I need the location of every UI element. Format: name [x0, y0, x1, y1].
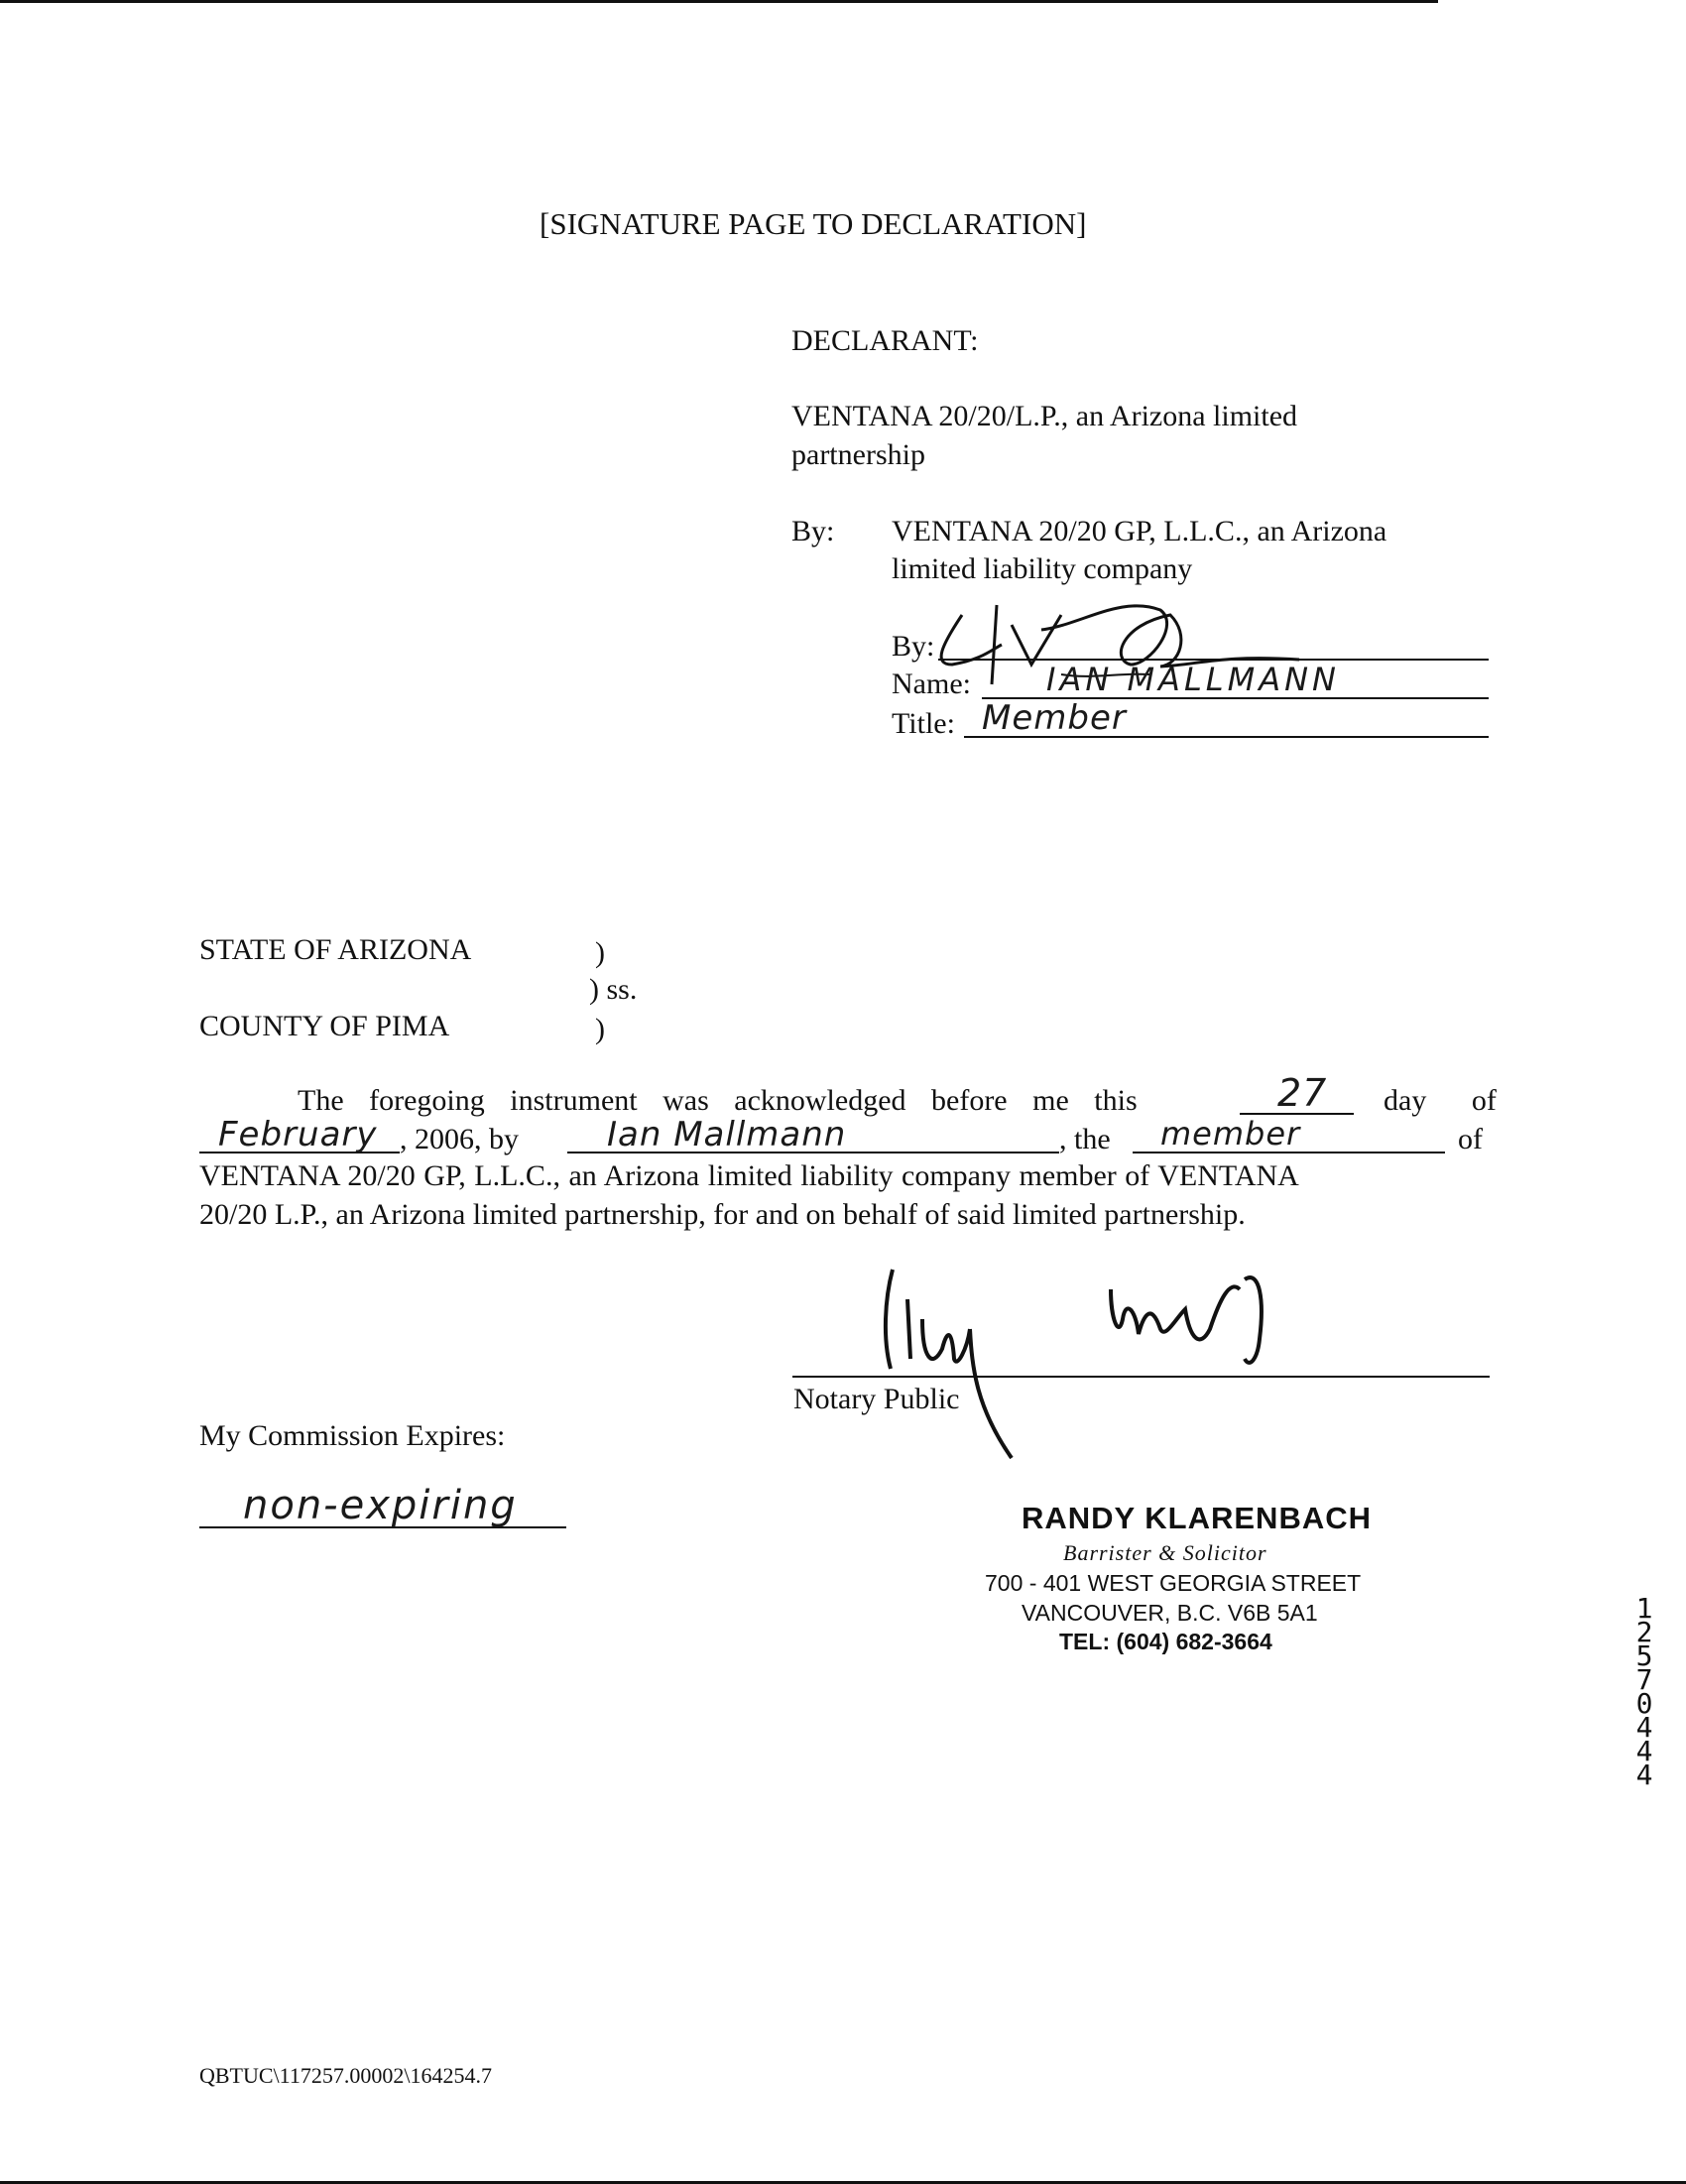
stamp-address2: VANCOUVER, B.C. V6B 5A1 [1022, 1600, 1318, 1626]
notary-label: Notary Public [793, 1383, 960, 1415]
venue-paren-1: ) [595, 936, 605, 969]
signer-by-label: By: [892, 630, 935, 663]
title-value: Member [982, 698, 1127, 738]
venue-state: STATE OF ARIZONA [199, 933, 472, 966]
notary-line [792, 1376, 1490, 1378]
side-number-text: 1257 0444 [1635, 1592, 1653, 1791]
footer-reference: QBTUC\117257.00002\164254.7 [199, 2063, 492, 2088]
side-document-number [1629, 1592, 1659, 1791]
stamp-address1: 700 - 401 WEST GEORGIA STREET [985, 1570, 1362, 1596]
page-heading: [SIGNATURE PAGE TO DECLARATION] [540, 206, 1087, 241]
gp-line1: VENTANA 20/20 GP, L.L.C., an Arizona [892, 515, 1387, 547]
notary-signature [863, 1260, 1359, 1468]
ack-line4: 20/20 L.P., an Arizona limited partnership, for and on behalf of said limited partnership. [199, 1198, 1246, 1231]
venue-ss: ) ss. [589, 973, 638, 1006]
commission-value: non-expiring [243, 1483, 518, 1528]
name-value: IAN MALLMANN [1046, 661, 1340, 698]
declarant-entity-line2: partnership [791, 438, 925, 471]
commission-label: My Commission Expires: [199, 1419, 506, 1452]
stamp-role: Barrister & Solicitor [1063, 1540, 1267, 1565]
ack-line2-of: of [1458, 1123, 1483, 1155]
title-label: Title: [892, 707, 955, 740]
name-label: Name: [892, 667, 971, 700]
declarant-entity-line1: VENTANA 20/20/L.P., an Arizona limited [791, 400, 1298, 432]
venue-county: COUNTY OF PIMA [199, 1010, 450, 1042]
stamp-name: RANDY KLARENBACH [1022, 1501, 1372, 1535]
ack-line1-dayof: day of [1384, 1084, 1497, 1117]
day-value: 27 [1277, 1071, 1328, 1115]
ack-line1-text: The foregoing instrument was acknowledged before me this [298, 1084, 1138, 1117]
ack-line2-year: , 2006, by [400, 1123, 519, 1155]
person-value: Ian Mallmann [607, 1115, 847, 1154]
gp-line2: limited liability company [892, 552, 1193, 585]
declarant-label: DECLARANT: [791, 324, 979, 357]
venue-paren-2: ) [595, 1013, 605, 1045]
top-edge-rule [0, 0, 1438, 3]
month-value: February [218, 1115, 378, 1154]
role-value: member [1160, 1115, 1301, 1153]
ack-line3: VENTANA 20/20 GP, L.L.C., an Arizona limited liability company member of VENTANA [199, 1159, 1299, 1192]
ack-line2-the: , the [1059, 1123, 1111, 1155]
stamp-tel: TEL: (604) 682-3664 [1059, 1629, 1272, 1654]
by-label: By: [791, 515, 835, 547]
